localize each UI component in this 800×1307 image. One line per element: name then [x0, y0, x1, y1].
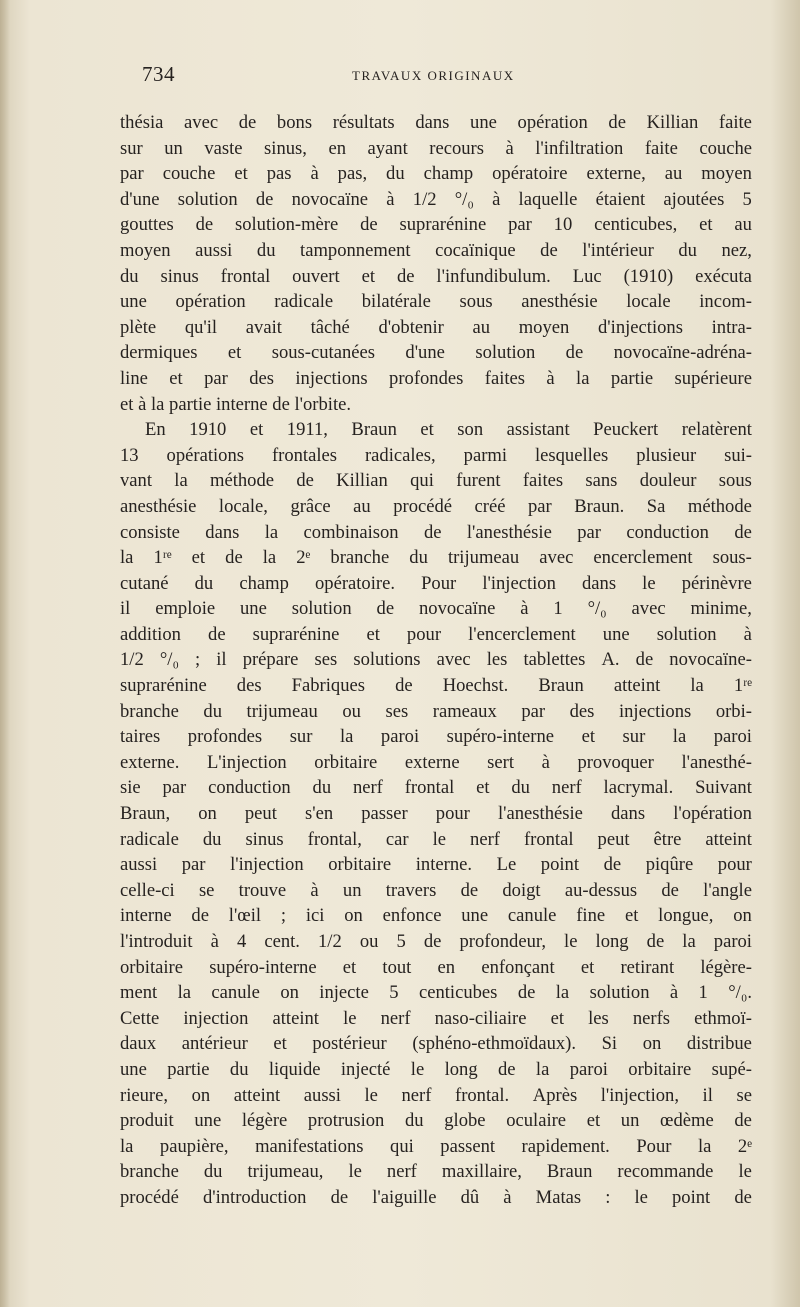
text-line: dermiques et sous-cutanées d'une solution de novocaïne-adréna-: [120, 342, 752, 364]
text-line: procédé d'introduction de l'aiguille dû à Matas : le point de: [120, 1186, 752, 1208]
text-line: rieure, on atteint aussi le nerf frontal. Après l'injection, il se: [120, 1084, 752, 1106]
text-line: interne de l'œil ; ici on enfonce une canule fine et longue, on: [120, 905, 752, 927]
text-line: Braun, on peut s'en passer pour l'anesthésie dans l'opération: [120, 803, 752, 825]
page-header: [142, 62, 762, 92]
text-line: radicale du sinus frontal, car le nerf frontal peut être atteint: [120, 828, 752, 850]
body-text: [120, 110, 752, 1211]
text-line: line et par des injections profondes faites à la partie supérieure: [120, 367, 752, 389]
text-line: produit une légère protrusion du globe oculaire et un œdème de: [120, 1110, 752, 1132]
text-line: orbitaire supéro-interne et tout en enfonçant et retirant légère-: [120, 956, 752, 978]
running-head: TRAVAUX ORIGINAUX: [352, 68, 515, 83]
text-line: celle-ci se trouve à un travers de doigt au-dessus de l'angle: [120, 879, 752, 901]
text-line: du sinus frontal ouvert et de l'infundibulum. Luc (1910) exécuta: [120, 265, 752, 287]
text-line: 13 opérations frontales radicales, parmi lesquelles plusieur sui-: [120, 444, 752, 466]
text-line: moyen aussi du tamponnement cocaïnique de l'intérieur du nez,: [120, 239, 752, 261]
text-line: gouttes de solution-mère de suprarénine par 10 centicubes, et au: [120, 214, 752, 236]
text-line: une partie du liquide injecté le long de la paroi orbitaire supé-: [120, 1058, 752, 1080]
text-line: 1/2 °/₀ ; il prépare ses solutions avec les tablettes A. de novocaïne-: [120, 649, 752, 671]
text-line: branche du trijumeau ou ses rameaux par des injections orbi-: [120, 700, 752, 722]
text-line: cutané du champ opératoire. Pour l'injection dans le périnèvre: [120, 572, 752, 594]
text-line: sur un vaste sinus, en ayant recours à l'infiltration faite couche: [120, 137, 752, 159]
text-line: et à la partie interne de l'orbite.: [120, 393, 352, 415]
text-line: consiste dans la combinaison de l'anesthésie par conduction de: [120, 521, 752, 543]
text-line: la 1ʳᵉ et de la 2ᵉ branche du trijumeau avec encerclement sous-: [120, 547, 752, 569]
text-line: anesthésie locale, grâce au procédé créé par Braun. Sa méthode: [120, 495, 752, 517]
text-line: la paupière, manifestations qui passent rapidement. Pour la 2ᵉ: [120, 1135, 752, 1157]
text-line: une opération radicale bilatérale sous anesthésie locale incom-: [120, 291, 752, 313]
text-line: En 1910 et 1911, Braun et son assistant Peuckert relatèrent: [145, 419, 752, 441]
text-line: l'introduit à 4 cent. 1/2 ou 5 de profondeur, le long de la paroi: [120, 931, 752, 952]
text-line: suprarénine des Fabriques de Hoechst. Braun atteint la 1ʳᵉ: [120, 675, 752, 697]
text-line: Cette injection atteint le nerf naso-ciliaire et les nerfs ethmoï-: [120, 1007, 752, 1029]
text-line: taires profondes sur la paroi supéro-interne et sur la paroi: [120, 726, 752, 748]
text-line: plète qu'il avait tâché d'obtenir au moyen d'injections intra-: [120, 316, 752, 338]
text-line: daux antérieur et postérieur (sphéno-ethmoïdaux). Si on distribue: [120, 1033, 752, 1055]
text-line: externe. L'injection orbitaire externe sert à provoquer l'anesthé-: [120, 751, 752, 773]
text-line: ment la canule on injecte 5 centicubes de la solution à 1 °/₀.: [120, 982, 752, 1004]
text-line: thésia avec de bons résultats dans une opération de Killian faite: [120, 112, 752, 133]
text-line: vant la méthode de Killian qui furent faites sans douleur sous: [120, 470, 752, 492]
page-number: 734: [142, 62, 175, 86]
text-line: d'une solution de novocaïne à 1/2 °/₀ à laquelle étaient ajoutées 5: [120, 188, 752, 210]
text-line: sie par conduction du nerf frontal et du nerf lacrymal. Suivant: [120, 777, 752, 799]
page-spine-shadow: [0, 0, 10, 1307]
text-line: addition de suprarénine et pour l'encerclement une solution à: [120, 623, 752, 645]
text-line: par couche et pas à pas, du champ opératoire externe, au moyen: [120, 163, 752, 185]
text-line: branche du trijumeau, le nerf maxillaire, Braun recommande le: [120, 1161, 752, 1183]
text-line: il emploie une solution de novocaïne à 1 °/₀ avec minime,: [120, 598, 752, 620]
text-line: aussi par l'injection orbitaire interne. Le point de piqûre pour: [120, 854, 752, 876]
